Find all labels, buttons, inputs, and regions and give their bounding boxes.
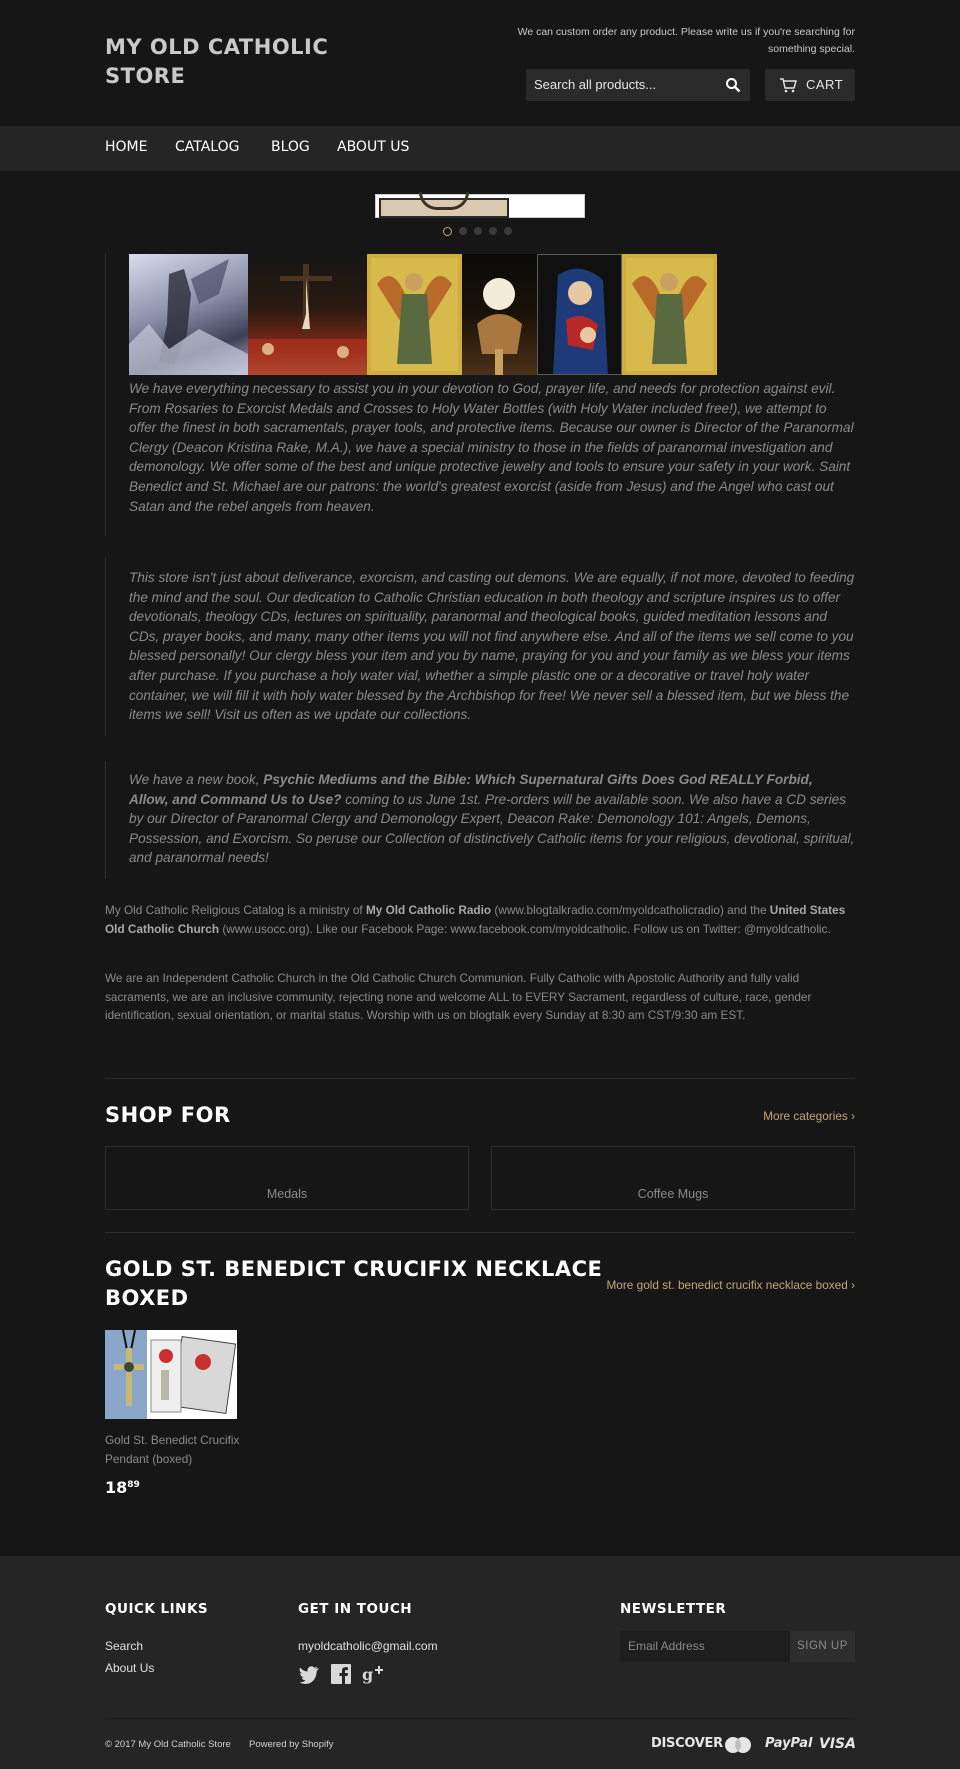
product-image[interactable] — [105, 1330, 237, 1419]
search-placeholder: Search all products... — [534, 77, 657, 92]
category-label: Medals — [266, 1187, 308, 1201]
intro-paragraph-1: We have everything necessary to assist you in your devotion to God, prayer life, and needs for protection against evil. From Rosaries to Exorcist Medals and Crosses to Holy Water Bottles (with Holy Water included free!), we attempt to offer the finest in both sacramentals, prayer tools, and protective items. Because our owner is Director of the Paranormal Clergy (Deacon Kristina Rake, M.A.), we have a special ministry to those in the fields of paranormal investigation and demonology. We offer some of the best and unique protective jewelry and tools to ensure your safety in your work. Saint Benedict and St. Michael are our patrons: the world's greatest exorcist (aside from Jesus) and the Angel who cast out Satan and the rebel angels from heaven. — [129, 381, 854, 514]
divider — [105, 1232, 855, 1233]
svg-text:g: g — [362, 1665, 374, 1684]
intro-quote-3 — [105, 761, 855, 879]
email-placeholder: Email Address — [628, 1639, 705, 1653]
archangel-image — [129, 254, 248, 375]
cart-icon — [779, 78, 797, 93]
main-nav — [0, 126, 960, 171]
slide-dot[interactable] — [489, 227, 497, 235]
search-input[interactable] — [526, 69, 750, 101]
intro-quote-1 — [105, 254, 855, 536]
nav-item-about-us[interactable]: ABOUT US — [337, 139, 410, 155]
signup-label: SIGN UP — [797, 1640, 848, 1652]
facebook-icon[interactable] — [330, 1663, 352, 1685]
more-categories-link[interactable]: More categories › — [763, 1109, 855, 1123]
price-main: 18 — [105, 1478, 128, 1497]
more-collection-link[interactable]: More gold st. benedict crucifix necklace boxed › — [606, 1278, 855, 1292]
site-header — [0, 0, 960, 126]
rosary-image — [379, 198, 509, 218]
nav-item-catalog[interactable]: CATALOG — [175, 139, 240, 155]
book-intro-text: We have a new book, — [129, 772, 264, 787]
eucharist-image — [462, 254, 537, 375]
ministry-paragraph — [105, 901, 855, 938]
slideshow-image[interactable] — [375, 194, 585, 218]
visa-icon: VISA — [819, 1736, 856, 1752]
mastercard-icon — [724, 1736, 752, 1754]
ministry-text-c: (www.blogtalkradio.com/myoldcatholicradio) and the — [491, 903, 770, 917]
signup-button[interactable] — [790, 1631, 855, 1662]
cart-label: CART — [806, 77, 844, 92]
twitter-icon[interactable] — [298, 1663, 320, 1685]
shop-for-title: SHOP FOR — [105, 1103, 231, 1127]
store-logo[interactable]: MY OLD CATHOLIC STORE — [105, 35, 329, 88]
search-icon[interactable] — [725, 77, 741, 93]
newsletter-title: NEWSLETTER — [620, 1601, 727, 1617]
collection-title: GOLD ST. BENEDICT CRUCIFIX NECKLACE BOXED — [105, 1257, 603, 1310]
paypal-icon: PayPal — [765, 1736, 813, 1751]
divider — [105, 1078, 855, 1079]
slide-dot[interactable] — [504, 227, 512, 235]
ministry-text-a: My Old Catholic Religious Catalog is a ministry of — [105, 903, 366, 917]
newsletter-email-input[interactable] — [620, 1631, 790, 1662]
footer-divider — [105, 1718, 855, 1719]
saint-icon-image-2 — [622, 254, 717, 375]
intro-paragraph-2: This store isn't just about deliverance, exorcism, and casting out demons. We are equally, if not more, devoted to feeding the mind and the soul. Our dedication to Catholic Christian education in both theology and scripture inspires us to offer devotionals, theology CDs, lectures on spirituality, paranormal and theological books, guided meditation lessons and CDs, prayer books, and many, many other items you will not find anywhere else. And all of the items we sell come to you blessed personally! Our clergy bless your item and you by name, praying for you and your family as we bless your items after purchase. If you purchase a holy water vial, whether a simple plastic one or a decorative or travel holy water container, we will fill it with holy water blessed by the Archbishop for free! We never sell a blessed item, but we bless the items we sell! Visit us often as we update our collections. — [129, 570, 855, 723]
footer-link-about-us[interactable]: About Us — [105, 1661, 155, 1675]
site-footer — [0, 1556, 960, 1769]
cart-button[interactable] — [765, 69, 855, 101]
nav-item-blog[interactable]: BLOG — [271, 139, 310, 155]
get-in-touch-title: GET IN TOUCH — [298, 1601, 413, 1617]
powered-by-link[interactable]: Powered by Shopify — [249, 1739, 334, 1750]
contact-email[interactable]: myoldcatholic@gmail.com — [298, 1639, 438, 1653]
ministry-text-e: (www.usocc.org). Like our Facebook Page: www.facebook.com/myoldcatholic. Follow us on Twitter: @myoldcatholic. — [219, 921, 831, 936]
category-card-coffee-mugs[interactable] — [491, 1146, 855, 1210]
intro-quote-2 — [105, 558, 855, 736]
nav-item-home[interactable]: HOME — [105, 139, 148, 155]
discover-icon: DISCOVER — [651, 1736, 723, 1751]
product-name[interactable]: Gold St. Benedict Crucifix Pendant (boxed) — [105, 1433, 240, 1466]
church-name: United States Old Catholic Church — [105, 903, 846, 936]
book-outro-text: coming to us June 1st. Pre-orders will be available soon. We also have a CD series by our Director of Paranormal Clergy and Demonology Expert, Deacon Rake: Demonology 101: Angels, Demons, Possession, and Exorcism. So peruse our Collection of distinctively Catholic items for your religious, devotional, spiritual, and paranormal needs! — [129, 791, 855, 866]
church-paragraph: We are an Independent Catholic Church in the Old Catholic Church Communion. Fully Catholic with Apostolic Authority and fully valid sacraments, we are an inclusive community, rejecting none and welcome ALL to EVERY Sacrament, regardless of culture, race, gender identification, sexual orientation, or marital status. Worship with us on blogtalk every Sunday at 8:30 am CST/9:30 am EST. — [105, 971, 812, 1023]
category-card-medals[interactable] — [105, 1146, 469, 1210]
slide-dot[interactable] — [459, 227, 467, 235]
slide-dot[interactable] — [443, 227, 452, 236]
crucifixion-image — [248, 254, 367, 375]
intro-paragraph-3 — [129, 770, 855, 868]
custom-order-note: We can custom order any product. Please write us if you're searching for something special. — [517, 26, 855, 55]
copyright: © 2017 My Old Catholic Store — [105, 1739, 231, 1750]
price-cents: 89 — [127, 1480, 140, 1490]
slideshow-dots — [443, 227, 512, 236]
quick-links-title: QUICK LINKS — [105, 1601, 209, 1617]
radio-name: My Old Catholic Radio — [365, 903, 492, 917]
product-price — [105, 1478, 140, 1497]
madonna-image — [537, 254, 622, 375]
footer-link-search[interactable]: Search — [105, 1639, 144, 1653]
saint-icon-image — [367, 254, 462, 375]
saints-image-strip — [129, 254, 855, 375]
book-title: Psychic Mediums and the Bible: Which Supernatural Gifts Does God REALLY Forbid, Allow, and Command Us to Use? — [129, 772, 813, 807]
google-plus-icon[interactable] — [362, 1663, 384, 1685]
slide-dot[interactable] — [474, 227, 482, 235]
category-label: Coffee Mugs — [637, 1187, 709, 1201]
